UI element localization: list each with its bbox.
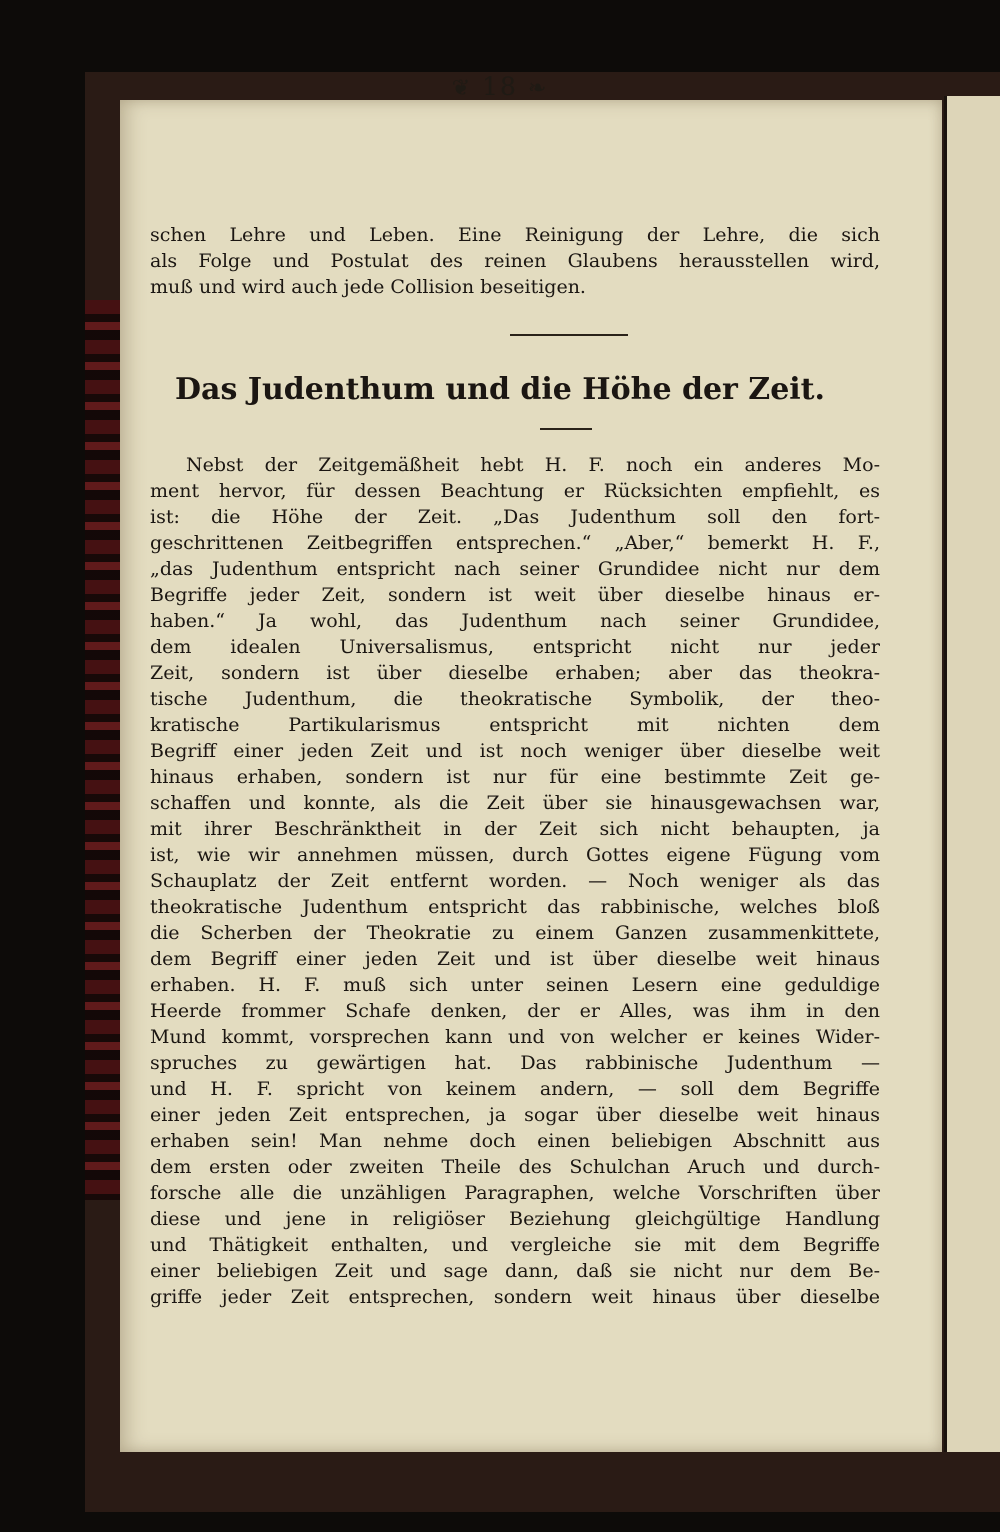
text-line: Nebst der Zeitgemäßheit hebt H. F. noch ein anderes Mo- <box>186 454 880 476</box>
text-line: einer beliebigen Zeit und sage dann, daß sie nicht nur dem Be- <box>150 1260 880 1282</box>
text-line: erhaben. H. F. muß sich unter seinen Lesern eine geduldige <box>150 974 880 996</box>
text-line: dem idealen Universalismus, entspricht nicht nur jeder <box>150 636 880 658</box>
intro-paragraph <box>150 222 880 300</box>
text-line: hinaus erhaben, sondern ist nur für eine bestimmte Zeit ge- <box>150 766 880 788</box>
text-line: dem ersten oder zweiten Theile des Schulchan Aruch und durch- <box>150 1156 880 1178</box>
text-line: griffe jeder Zeit entsprechen, sondern weit hinaus über dieselbe <box>150 1286 880 1308</box>
text-line: einer jeden Zeit entsprechen, ja sogar über dieselbe weit hinaus <box>150 1104 880 1126</box>
text-line: und H. F. spricht von keinem andern, — soll dem Begriffe <box>150 1078 880 1100</box>
text-line: und Thätigkeit enthalten, und vergleiche sie mit dem Begriffe <box>150 1234 880 1256</box>
page-number: 18 <box>482 72 518 101</box>
text-line: ist, wie wir annehmen müssen, durch Gottes eigene Fügung vom <box>150 844 880 866</box>
text-line: ment hervor, für dessen Beachtung er Rücksichten empfiehlt, es <box>150 480 880 502</box>
ornament-left-icon: ❦ <box>451 76 473 101</box>
text-line: ist: die Höhe der Zeit. „Das Judenthum soll den fort- <box>150 506 880 528</box>
text-line: theokratische Judenthum entspricht das rabbinische, welches bloß <box>150 896 880 918</box>
text-line: diese und jene in religiöser Beziehung gleichgültige Handlung <box>150 1208 880 1230</box>
text-line: schaffen und konnte, als die Zeit über sie hinausgewachsen war, <box>150 792 880 814</box>
title-underline <box>540 428 592 430</box>
marbled-endpaper <box>85 300 123 1200</box>
page-header <box>0 72 1000 101</box>
text-line: Heerde frommer Schafe denken, der er Alles, was ihm in den <box>150 1000 880 1022</box>
text-line: forsche alle die unzähligen Paragraphen, welche Vorschriften über <box>150 1182 880 1204</box>
text-line: die Scherben der Theokratie zu einem Ganzen zusammenkittete, <box>150 922 880 944</box>
text-line: tische Judenthum, die theokratische Symbolik, der theo- <box>150 688 880 710</box>
section-divider <box>510 334 628 336</box>
body-paragraph <box>150 452 880 1310</box>
text-line: „das Judenthum entspricht nach seiner Grundidee nicht nur dem <box>150 558 880 580</box>
text-line: Mund kommt, vorsprechen kann und von welcher er keines Wider- <box>150 1026 880 1048</box>
adjacent-page-edge <box>944 96 1000 1452</box>
text-line: kratische Partikularismus entspricht mit nichten dem <box>150 714 880 736</box>
text-line: dem Begriff einer jeden Zeit und ist über dieselbe weit hinaus <box>150 948 880 970</box>
text-line: erhaben sein! Man nehme doch einen beliebigen Abschnitt aus <box>150 1130 880 1152</box>
text-line: als Folge und Postulat des reinen Glaubens herausstellen wird, <box>150 250 880 272</box>
text-line: geschrittenen Zeitbegriffen entsprechen.“ „Aber,“ bemerkt H. F., <box>150 532 880 554</box>
section-title: Das Judenthum und die Höhe der Zeit. <box>175 372 825 407</box>
text-line: spruches zu gewärtigen hat. Das rabbinische Judenthum — <box>150 1052 880 1074</box>
text-line: haben.“ Ja wohl, das Judenthum nach seiner Grundidee, <box>150 610 880 632</box>
text-line: muß und wird auch jede Collision beseitigen. <box>150 276 586 298</box>
text-line: Begriff einer jeden Zeit und ist noch weniger über dieselbe weit <box>150 740 880 762</box>
text-line: Zeit, sondern ist über dieselbe erhaben; aber das theokra- <box>150 662 880 684</box>
text-line: Schauplatz der Zeit entfernt worden. — Noch weniger als das <box>150 870 880 892</box>
text-line: Begriffe jeder Zeit, sondern ist weit über dieselbe hinaus er- <box>150 584 880 606</box>
text-line: mit ihrer Beschränktheit in der Zeit sich nicht behaupten, ja <box>150 818 880 840</box>
ornament-right-icon: ❧ <box>527 76 549 101</box>
text-line: schen Lehre und Leben. Eine Reinigung der Lehre, die sich <box>150 224 880 246</box>
